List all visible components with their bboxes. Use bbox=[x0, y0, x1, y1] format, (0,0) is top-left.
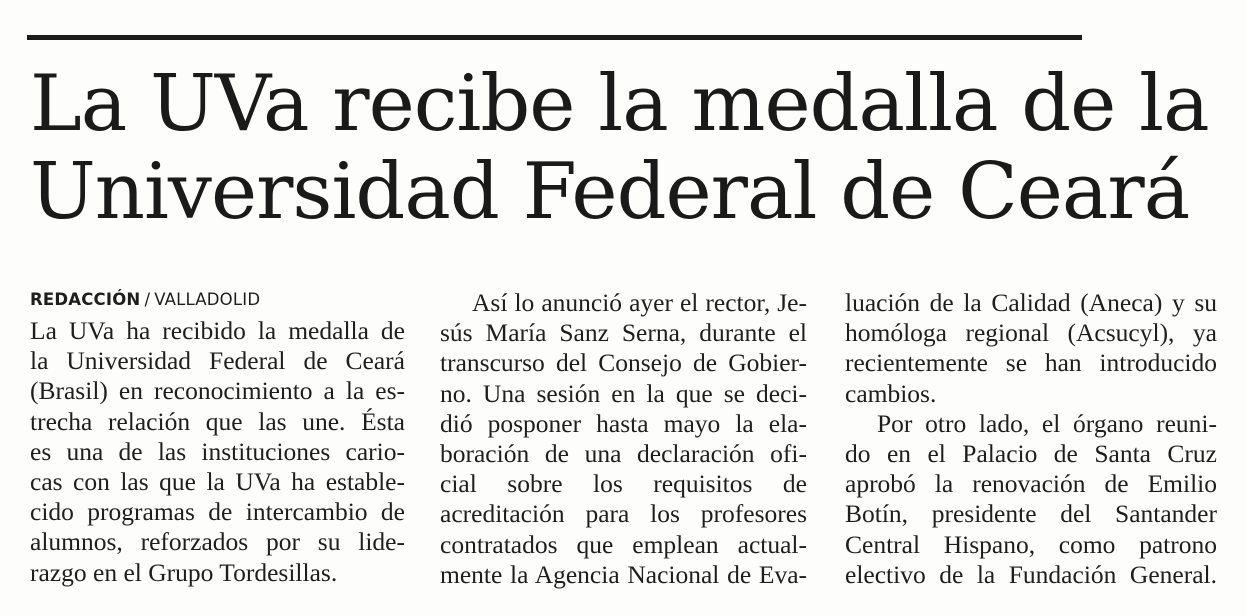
text-line: (Brasil) en reconocimiento a la es- bbox=[30, 376, 405, 406]
paragraph-2-continued bbox=[845, 288, 1217, 409]
article-column-2 bbox=[440, 288, 807, 590]
paragraph-1 bbox=[30, 316, 405, 588]
text-line: no. Una sesión en la que se deci- bbox=[440, 378, 807, 408]
text-line: contratados que emplean actual- bbox=[440, 529, 807, 559]
text-line: Así lo anunció ayer el rector, Je- bbox=[472, 288, 807, 317]
article-column-3 bbox=[845, 288, 1217, 590]
top-rule bbox=[27, 35, 1082, 40]
text-line: Por otro lado, el órgano reuni- bbox=[877, 408, 1217, 438]
text-line: razgo en el Grupo Tordesillas. bbox=[30, 557, 338, 587]
text-line: electivo de la Fundación General. bbox=[845, 559, 1217, 589]
headline-line-2: Universidad Federal de Ceará bbox=[30, 147, 1190, 237]
byline bbox=[30, 288, 405, 312]
text-line: cido programas de intercambio de bbox=[30, 497, 405, 527]
byline-location: VALLADOLID bbox=[154, 290, 261, 309]
text-line: cas con las que la UVa ha estable- bbox=[30, 467, 405, 497]
paragraph-3 bbox=[845, 409, 1217, 590]
text-line: trecha relación que las une. Ésta bbox=[30, 406, 405, 436]
text-line: acreditación para los profesores bbox=[440, 499, 807, 529]
text-line: homóloga regional (Acsucyl), ya bbox=[845, 318, 1217, 348]
headline bbox=[30, 60, 1230, 236]
text-line: la Universidad Federal de Ceará bbox=[30, 346, 405, 376]
text-line: luación de la Calidad (Aneca) y su bbox=[845, 288, 1217, 317]
text-line: do en el Palacio de Santa Cruz bbox=[845, 439, 1217, 469]
text-line: recientemente se han introducido bbox=[845, 348, 1217, 378]
text-line: aprobó la renovación de Emilio bbox=[845, 469, 1217, 499]
text-line: dió posponer hasta mayo la ela- bbox=[440, 408, 807, 438]
headline-line-1: La UVa recibe la medalla de la bbox=[30, 59, 1209, 149]
paragraph-2 bbox=[440, 288, 807, 590]
text-line: es una de las instituciones cario- bbox=[30, 436, 405, 466]
text-line: transcurso del Consejo de Gobier- bbox=[440, 348, 807, 378]
text-line: mente la Agencia Nacional de Eva- bbox=[440, 559, 807, 589]
text-line: sús María Sanz Serna, durante el bbox=[440, 318, 807, 348]
article-column-1 bbox=[30, 288, 405, 588]
byline-separator: / bbox=[144, 290, 151, 309]
byline-author: REDACCIÓN bbox=[30, 290, 141, 309]
text-line: boración de una declaración ofi- bbox=[440, 439, 807, 469]
text-line: Central Hispano, como patrono bbox=[845, 529, 1217, 559]
text-line: cial sobre los requisitos de bbox=[440, 469, 807, 499]
text-line: alumnos, reforzados por su lide- bbox=[30, 527, 405, 557]
text-line: cambios. bbox=[845, 378, 937, 408]
text-line: Botín, presidente del Santander bbox=[845, 499, 1217, 529]
text-line: La UVa ha recibido la medalla de bbox=[30, 316, 405, 345]
